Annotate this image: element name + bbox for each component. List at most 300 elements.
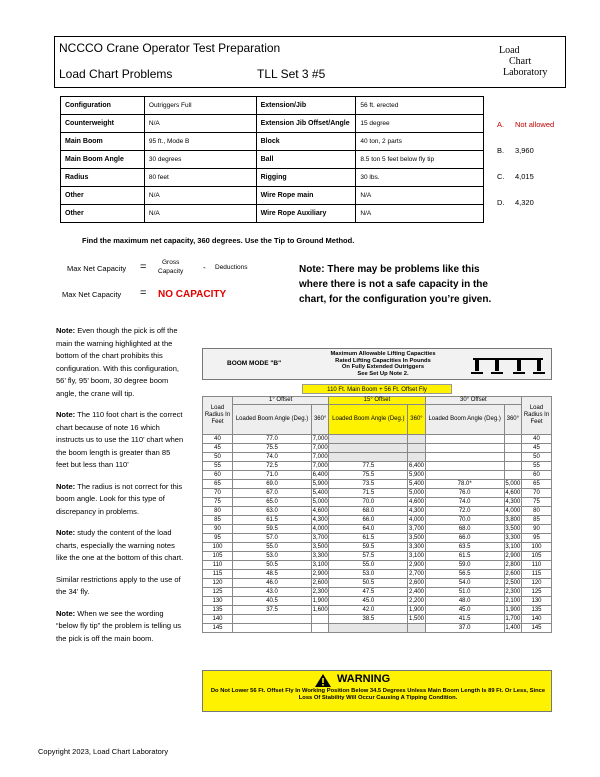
question-text: Find the maximum net capacity, 360 degrees. Use the Tip to Ground Method. xyxy=(82,236,355,245)
table-cell: 110 xyxy=(203,561,233,570)
config-value: Outriggers Full xyxy=(144,97,256,115)
table-cell: 53.0 xyxy=(329,570,408,579)
note-label: Note: xyxy=(56,410,76,419)
config-value: N/A xyxy=(356,205,484,223)
table-cell: 45 xyxy=(522,444,552,453)
table-cell xyxy=(408,444,425,453)
table-cell: 55.0 xyxy=(329,561,408,570)
table-cell: 115 xyxy=(522,570,552,579)
table-cell: 140 xyxy=(203,615,233,624)
table-cell: 55 xyxy=(203,462,233,471)
answer-d[interactable]: D. 4,320 xyxy=(497,198,534,207)
note-paragraph xyxy=(56,481,184,519)
note-text: Similar restrictions apply to the use of the 34’ fly. xyxy=(56,574,181,596)
table-cell: 74.0 xyxy=(233,453,312,462)
note-no-capacity: Note: There may be problems like this where there is not a safe capacity in the chart, for the configuration you’re given. xyxy=(299,264,492,305)
config-label: Extension Jib Offset/Angle xyxy=(256,115,356,133)
table-row xyxy=(203,624,552,633)
table-cell: 70 xyxy=(522,489,552,498)
table-row xyxy=(203,606,552,615)
table-cell: 1,400 xyxy=(505,625,521,632)
table-cell: 2,100 xyxy=(505,598,521,605)
formula xyxy=(62,259,267,301)
formula-deductions: Deductions xyxy=(215,264,248,271)
table-cell: 85 xyxy=(522,516,552,525)
table-row xyxy=(203,480,552,489)
table-cell: 1,600 xyxy=(312,607,328,614)
note-label: Note: xyxy=(56,528,76,537)
table-cell: 1,900 xyxy=(505,607,521,614)
table-cell: 4,300 xyxy=(312,517,328,524)
table-cell: 1,500 xyxy=(408,616,424,623)
table-row xyxy=(203,561,552,570)
table-cell: 45 xyxy=(203,444,233,453)
table-cell xyxy=(329,624,408,633)
table-cell: 4,000 xyxy=(505,508,521,515)
header-box xyxy=(54,36,566,88)
table-cell: 120 xyxy=(203,579,233,588)
table-cell: 4,600 xyxy=(312,508,328,515)
copyright: Copyright 2023, Load Chart Laboratory xyxy=(38,747,169,756)
table-cell: 6,400 xyxy=(408,463,424,470)
warning-text: Do Not Lower 56 Ft. Offset Fly In Working Position Below 34.5 Degrees Unless Main Boom Length Is 89 Ft. Or Less, Since Loss Of Stability Will Occur Causing A Tipping Condition. xyxy=(210,688,546,701)
table-cell: 66.0 xyxy=(329,516,408,525)
col-angle-15: Loaded Boom Angle (Deg.) xyxy=(329,405,408,435)
table-cell: 48.0 xyxy=(425,597,504,606)
config-row xyxy=(61,97,484,115)
outrigger-icon xyxy=(471,353,545,377)
table-row xyxy=(203,444,552,453)
table-cell: 105 xyxy=(203,552,233,561)
table-cell: 130 xyxy=(203,597,233,606)
table-row xyxy=(203,579,552,588)
config-label: Wire Rope Auxiliary xyxy=(256,205,356,223)
logo-line: Laboratory xyxy=(503,67,548,78)
col-360-1: 360° xyxy=(312,405,329,435)
table-cell: 5,400 xyxy=(408,481,424,488)
table-cell: 75.5 xyxy=(233,444,312,453)
note-text: study the content of the load charts, especially the warning notes like the one at the bottom of this chart. xyxy=(56,528,184,562)
config-label: Block xyxy=(256,133,356,151)
table-cell: 76.0 xyxy=(425,489,504,498)
table-cell: 2,200 xyxy=(408,598,424,605)
table-cell: 41.5 xyxy=(425,615,504,624)
table-cell: 63.5 xyxy=(425,543,504,552)
table-cell: 4,300 xyxy=(408,508,424,515)
table-cell: 2,400 xyxy=(408,589,424,596)
table-cell: 5,000 xyxy=(505,481,521,488)
chart-title-line: On Fully Extended Outriggers xyxy=(341,364,425,370)
config-label: Rigging xyxy=(256,169,356,187)
table-row xyxy=(203,570,552,579)
table-cell: 59.5 xyxy=(329,543,408,552)
table-cell: 37.5 xyxy=(233,606,312,615)
offset-1-header: 1° Offset xyxy=(233,397,329,405)
config-label: Main Boom xyxy=(61,133,145,151)
table-cell xyxy=(504,435,521,444)
formula-minus: - xyxy=(203,263,206,272)
table-cell: 3,700 xyxy=(408,526,424,533)
chart-header xyxy=(202,348,552,380)
table-cell: 90 xyxy=(203,525,233,534)
table-cell: 54.0 xyxy=(425,579,504,588)
table-cell: 125 xyxy=(203,588,233,597)
table-cell: 120 xyxy=(522,579,552,588)
config-value: N/A xyxy=(144,205,256,223)
table-cell: 70.0 xyxy=(329,498,408,507)
table-row xyxy=(203,615,552,624)
config-value: N/A xyxy=(144,187,256,205)
table-cell: 2,300 xyxy=(312,589,328,596)
table-cell xyxy=(408,435,425,444)
table-cell: 71.0 xyxy=(233,471,312,480)
logo-line: Chart xyxy=(509,56,532,67)
table-cell: 69.0 xyxy=(233,480,312,489)
table-cell: 2,900 xyxy=(408,562,424,569)
col-angle-30: Loaded Boom Angle (Deg.) xyxy=(425,405,504,435)
table-cell: 37.0 xyxy=(425,624,504,633)
table-cell: 65 xyxy=(203,480,233,489)
table-cell: 51.0 xyxy=(425,588,504,597)
table-cell: 59.0 xyxy=(425,561,504,570)
config-row xyxy=(61,205,484,223)
col-radius: Load Radius In Feet xyxy=(203,397,233,435)
table-cell: 135 xyxy=(522,606,552,615)
table-row xyxy=(203,471,552,480)
config-label: Other xyxy=(61,205,145,223)
table-cell: 145 xyxy=(203,624,233,633)
config-value: 30 lbs. xyxy=(356,169,484,187)
table-row xyxy=(203,588,552,597)
table-cell: 55 xyxy=(522,462,552,471)
note-text: Even though the pick is off the main the warning highlighted at the bottom of the chart prohibits this configuration. With this configuration, 56’ fly, 95’ boom, 30 degree boom angle, the crane will tip. xyxy=(56,326,179,398)
col-radius-right: Load Radius In Feet xyxy=(522,397,552,435)
table-cell: 2,700 xyxy=(408,571,424,578)
note-text: When we see the wording “below fly tip” the problem is telling us the pick is off the main boom. xyxy=(56,608,182,643)
table-cell xyxy=(504,471,521,480)
note-paragraph xyxy=(56,608,184,646)
table-cell: 50 xyxy=(522,453,552,462)
logo xyxy=(499,45,559,78)
note-label: Note: xyxy=(56,326,76,335)
table-cell: 40 xyxy=(522,435,552,444)
table-cell: 72.5 xyxy=(233,462,312,471)
chart-title-line: Rated Lifting Capacities In Pounds xyxy=(335,357,431,364)
table-cell: 100 xyxy=(522,543,552,552)
table-cell: 80 xyxy=(203,507,233,516)
note-paragraph xyxy=(56,574,184,599)
formula-equals: = xyxy=(140,261,147,273)
table-cell: 72.0 xyxy=(425,507,504,516)
table-cell xyxy=(504,444,521,453)
table-cell: 40.5 xyxy=(233,597,312,606)
table-cell: 7,000 xyxy=(312,454,328,461)
config-label: Wire Rope main xyxy=(256,187,356,205)
table-cell: 50.5 xyxy=(233,561,312,570)
table-cell: 56.5 xyxy=(425,570,504,579)
table-cell: 5,900 xyxy=(312,481,328,488)
logo-line: Load xyxy=(499,45,520,56)
set-label: TLL Set 3 #5 xyxy=(257,67,326,81)
warning-icon xyxy=(315,674,331,687)
table-cell: 61.5 xyxy=(425,552,504,561)
boom-mode-label: BOOM MODE "B" xyxy=(227,360,282,367)
table-row xyxy=(203,525,552,534)
config-value: 8.5 ton 5 feet below fly tip xyxy=(356,151,484,169)
table-cell: 130 xyxy=(522,597,552,606)
config-value: N/A xyxy=(144,115,256,133)
config-label: Ball xyxy=(256,151,356,169)
config-label: Extension/Jib xyxy=(256,97,356,115)
table-cell: 3,300 xyxy=(312,553,328,560)
table-cell: 50.5 xyxy=(329,579,408,588)
col-360-15: 360° xyxy=(408,405,425,435)
col-360-30: 360° xyxy=(504,405,521,435)
table-row xyxy=(203,453,552,462)
table-cell: 7,000 xyxy=(312,436,328,443)
table-cell: 5,400 xyxy=(312,490,328,497)
config-label: Configuration xyxy=(61,97,145,115)
table-row xyxy=(203,462,552,471)
table-cell: 71.5 xyxy=(329,489,408,498)
config-row xyxy=(61,187,484,205)
table-cell: 40 xyxy=(203,435,233,444)
table-row xyxy=(203,435,552,444)
table-cell: 2,800 xyxy=(505,562,521,569)
table-cell: 61.5 xyxy=(329,534,408,543)
formula-label: Max Net Capacity xyxy=(67,264,127,273)
table-cell: 65 xyxy=(522,480,552,489)
table-cell: 3,300 xyxy=(505,535,521,542)
note-text: The radius is not correct for this boom angle. Look for this type of discrepancy in problems. xyxy=(56,481,183,516)
table-cell: 73.5 xyxy=(329,480,408,489)
table-cell: 46.0 xyxy=(233,579,312,588)
table-cell: 63.0 xyxy=(233,507,312,516)
table-cell: 61.5 xyxy=(233,516,312,525)
note-paragraph xyxy=(56,527,184,565)
table-cell: 42.0 xyxy=(329,606,408,615)
config-table xyxy=(60,96,484,223)
config-value: 40 ton, 2 parts xyxy=(356,133,484,151)
table-cell: 70 xyxy=(203,489,233,498)
config-row xyxy=(61,169,484,187)
table-cell: 55.0 xyxy=(233,543,312,552)
table-cell xyxy=(312,615,329,624)
table-cell: 4,000 xyxy=(312,526,328,533)
config-value: N/A xyxy=(356,187,484,205)
table-cell: 95 xyxy=(203,534,233,543)
table-cell: 68.0 xyxy=(329,507,408,516)
table-cell: 47.5 xyxy=(329,588,408,597)
table-cell: 3,100 xyxy=(505,544,521,551)
table-cell xyxy=(329,435,408,444)
table-cell: 45.0 xyxy=(425,606,504,615)
table-cell: 75.5 xyxy=(329,471,408,480)
table-cell xyxy=(425,462,504,471)
table-cell: 2,600 xyxy=(312,580,328,587)
table-row xyxy=(203,552,552,561)
formula-equals-2: = xyxy=(140,287,147,299)
table-cell: 57.0 xyxy=(233,534,312,543)
table-cell: 135 xyxy=(203,606,233,615)
table-cell: 125 xyxy=(522,588,552,597)
table-cell: 1,900 xyxy=(408,607,424,614)
table-cell: 4,600 xyxy=(505,490,521,497)
chart-banner: 110 Ft. Main Boom + 56 Ft. Offset Fly xyxy=(302,384,452,394)
page-subtitle: Load Chart Problems xyxy=(59,67,173,81)
config-row xyxy=(61,115,484,133)
config-label: Radius xyxy=(61,169,145,187)
table-cell: 7,000 xyxy=(312,445,328,452)
table-cell: 3,500 xyxy=(408,535,424,542)
table-cell xyxy=(425,471,504,480)
formula-gross: Gross xyxy=(162,259,180,266)
table-cell: 1,900 xyxy=(312,598,328,605)
table-cell xyxy=(408,453,425,462)
table-cell xyxy=(425,444,504,453)
table-cell: 66.0 xyxy=(425,534,504,543)
load-chart xyxy=(202,348,552,712)
warning-box xyxy=(202,670,552,712)
chart-title-line: Maximum Allowable Lifting Capacities xyxy=(330,351,436,357)
col-angle-1: Loaded Boom Angle (Deg.) xyxy=(233,405,312,435)
answer-b[interactable]: B. 3,960 xyxy=(497,146,534,155)
table-cell: 78.0* xyxy=(425,480,504,489)
table-cell: 53.0 xyxy=(233,552,312,561)
config-label: Counterweight xyxy=(61,115,145,133)
table-cell: 4,300 xyxy=(505,499,521,506)
table-cell: 70.0 xyxy=(425,516,504,525)
chart-title xyxy=(313,351,453,377)
table-cell: 3,500 xyxy=(312,544,328,551)
table-cell: 3,500 xyxy=(505,526,521,533)
table-cell: 3,100 xyxy=(312,562,328,569)
page-title: NCCCO Crane Operator Test Preparation xyxy=(59,41,281,55)
table-cell: 5,000 xyxy=(312,499,328,506)
table-row xyxy=(203,507,552,516)
table-cell: 48.5 xyxy=(233,570,312,579)
table-cell: 60 xyxy=(522,471,552,480)
table-cell: 77.0 xyxy=(233,435,312,444)
table-cell: 6,400 xyxy=(312,472,328,479)
table-cell xyxy=(408,624,425,633)
table-cell: 57.5 xyxy=(329,552,408,561)
table-row xyxy=(203,534,552,543)
table-cell xyxy=(329,453,408,462)
table-cell: 3,100 xyxy=(408,553,424,560)
table-cell: 1,700 xyxy=(505,616,521,623)
table-cell: 2,300 xyxy=(505,589,521,596)
table-cell: 95 xyxy=(522,534,552,543)
config-row xyxy=(61,151,484,169)
table-cell: 74.0 xyxy=(425,498,504,507)
table-cell xyxy=(425,453,504,462)
config-value: 56 ft. erected xyxy=(356,97,484,115)
table-cell: 3,700 xyxy=(312,535,328,542)
table-cell xyxy=(504,462,521,471)
table-cell xyxy=(312,624,329,633)
table-cell: 2,900 xyxy=(505,553,521,560)
table-cell: 85 xyxy=(203,516,233,525)
table-cell: 140 xyxy=(522,615,552,624)
formula-label-2: Max Net Capacity xyxy=(62,290,122,299)
table-cell: 38.5 xyxy=(329,615,408,624)
table-row xyxy=(203,543,552,552)
config-value: 80 feet xyxy=(144,169,256,187)
table-cell: 64.0 xyxy=(329,525,408,534)
table-row xyxy=(203,516,552,525)
answer-c[interactable]: C. 4,015 xyxy=(497,172,534,181)
table-cell: 100 xyxy=(203,543,233,552)
table-cell: 2,500 xyxy=(505,580,521,587)
chart-title-line: See Set Up Note 2. xyxy=(357,370,409,377)
note-text: The 110 foot chart is the correct chart because of note 16 which instructs us to use the 110’ chart when the boom length is greater than 85 feet but less than 110’ xyxy=(56,410,184,469)
table-cell xyxy=(425,435,504,444)
config-label: Other xyxy=(61,187,145,205)
table-cell xyxy=(329,444,408,453)
table-cell: 50 xyxy=(203,453,233,462)
table-cell: 110 xyxy=(522,561,552,570)
offset-15-header: 15° Offset xyxy=(329,397,425,405)
table-cell: 2,900 xyxy=(312,571,328,578)
note-label: Note: xyxy=(56,608,76,618)
table-row xyxy=(203,597,552,606)
config-row xyxy=(61,133,484,151)
table-row xyxy=(203,498,552,507)
table-cell: 43.0 xyxy=(233,588,312,597)
table-cell: 75 xyxy=(522,498,552,507)
table-cell: 75 xyxy=(203,498,233,507)
table-cell xyxy=(233,615,312,624)
table-cell: 68.0 xyxy=(425,525,504,534)
table-cell: 67.0 xyxy=(233,489,312,498)
answer-a[interactable]: A. Not allowed xyxy=(497,120,555,129)
table-cell: 90 xyxy=(522,525,552,534)
table-cell: 105 xyxy=(522,552,552,561)
table-row xyxy=(203,489,552,498)
table-cell: 2,600 xyxy=(505,571,521,578)
config-value: 95 ft., Mode B xyxy=(144,133,256,151)
table-cell: 5,900 xyxy=(408,472,424,479)
table-cell: 45.0 xyxy=(329,597,408,606)
table-cell: 4,000 xyxy=(408,517,424,524)
table-cell: 3,800 xyxy=(505,517,521,524)
formula-result: NO CAPACITY xyxy=(158,289,227,300)
table-cell: 2,600 xyxy=(408,580,424,587)
offset-30-header: 30° Offset xyxy=(425,397,521,405)
table-cell: 115 xyxy=(203,570,233,579)
table-cell: 59.5 xyxy=(233,525,312,534)
table-cell: 65.0 xyxy=(233,498,312,507)
table-cell: 145 xyxy=(522,624,552,633)
warning-title: WARNING xyxy=(337,673,391,685)
config-label: Main Boom Angle xyxy=(61,151,145,169)
config-value: 30 degrees xyxy=(144,151,256,169)
config-value: 15 degree xyxy=(356,115,484,133)
table-cell: 3,300 xyxy=(408,544,424,551)
table-cell: 5,000 xyxy=(408,490,424,497)
table-cell: 77.5 xyxy=(329,462,408,471)
capacity-table xyxy=(202,396,552,633)
left-notes xyxy=(56,325,184,654)
note-paragraph xyxy=(56,325,184,400)
table-cell xyxy=(504,453,521,462)
note-label: Note: xyxy=(56,481,76,491)
note-paragraph xyxy=(56,409,184,472)
table-cell xyxy=(233,624,312,633)
table-cell: 7,000 xyxy=(312,463,328,470)
table-cell: 80 xyxy=(522,507,552,516)
